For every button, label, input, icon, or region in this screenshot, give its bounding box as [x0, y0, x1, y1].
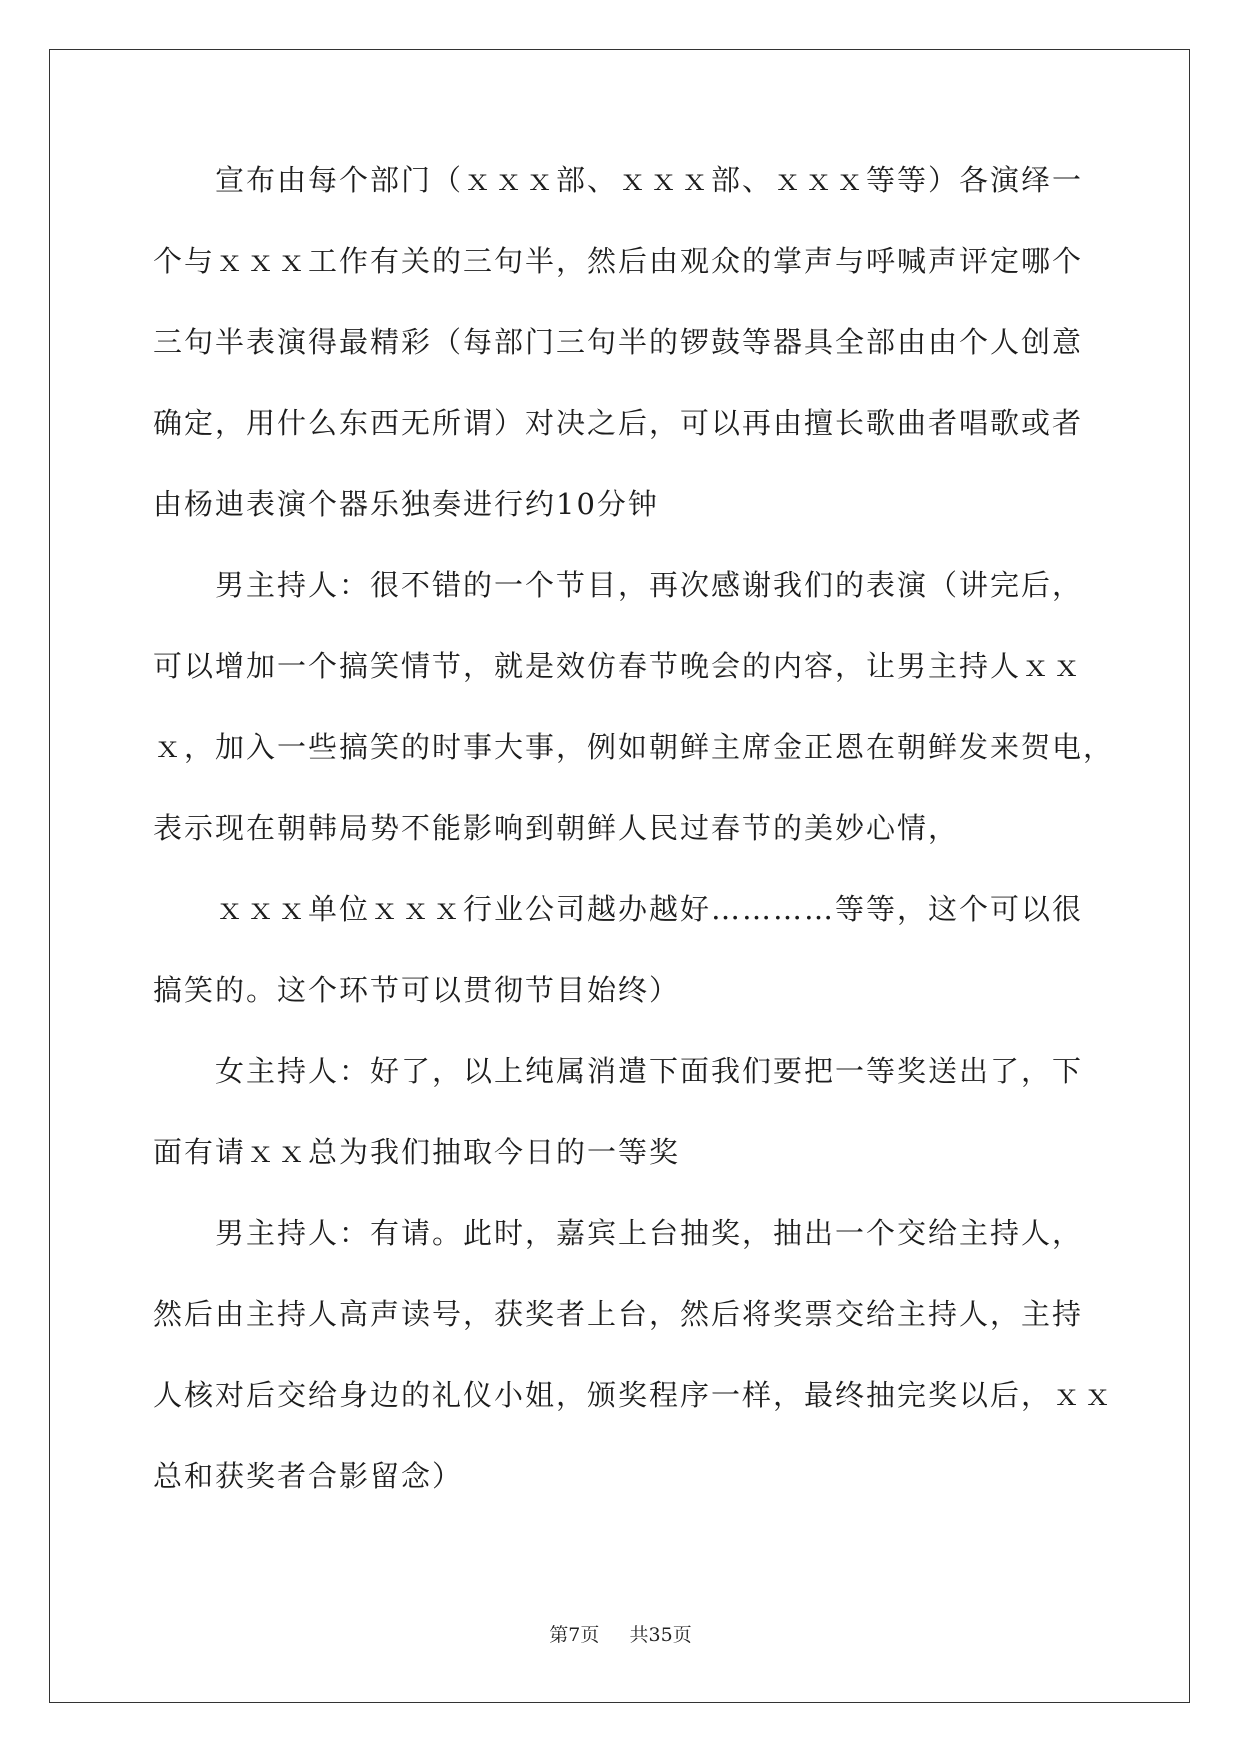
- paragraph-line: 搞笑的。这个环节可以贯彻节目始终）: [153, 973, 681, 1007]
- document-body: [153, 160, 1115, 1537]
- paragraph-line: 然后由主持人高声读号，获奖者上台，然后将奖票交给主持人，主持: [153, 1297, 1084, 1331]
- paragraph-line: 确定，用什么东西无所谓）对决之后，可以再由擅长歌曲者唱歌或者: [153, 406, 1084, 440]
- page-number: 第7页: [549, 1624, 600, 1646]
- paragraph-line: 表示现在朝韩局势不能影响到朝鲜人民过春节的美妙心情，: [153, 811, 960, 845]
- paragraph-line: 总和获奖者合影留念）: [153, 1459, 464, 1493]
- paragraph-line: 宣布由每个部门（ｘｘｘ部、ｘｘｘ部、ｘｘｘ等等）各演绎一: [215, 163, 1084, 197]
- total-pages: 共35页: [629, 1624, 692, 1646]
- paragraph-line: 女主持人：好了，以上纯属消遣下面我们要把一等奖送出了，下: [215, 1054, 1084, 1088]
- page-footer: [0, 1620, 1241, 1647]
- paragraph-line: ｘ，加入一些搞笑的时事大事，例如朝鲜主席金正恩在朝鲜发来贺电，: [153, 730, 1115, 764]
- paragraph-line: ｘｘｘ单位ｘｘｘ行业公司越办越好…………等等，这个可以很: [215, 892, 1084, 926]
- paragraph-line: 面有请ｘｘ总为我们抽取今日的一等奖: [153, 1135, 681, 1169]
- paragraph-line: 三句半表演得最精彩（每部门三句半的锣鼓等器具全部由由个人创意: [153, 325, 1084, 359]
- paragraph-line: 男主持人：有请。此时，嘉宾上台抽奖，抽出一个交给主持人，: [215, 1216, 1084, 1250]
- paragraph-line: 可以增加一个搞笑情节，就是效仿春节晚会的内容，让男主持人ｘｘ: [153, 649, 1084, 683]
- paragraph-line: 由杨迪表演个器乐独奏进行约10分钟: [153, 487, 659, 521]
- paragraph-line: 男主持人：很不错的一个节目，再次感谢我们的表演（讲完后，: [215, 568, 1084, 602]
- paragraph-line: 个与ｘｘｘ工作有关的三句半，然后由观众的掌声与呼喊声评定哪个: [153, 244, 1084, 278]
- paragraph-line: 人核对后交给身边的礼仪小姐，颁奖程序一样，最终抽完奖以后，ｘｘ: [153, 1378, 1115, 1412]
